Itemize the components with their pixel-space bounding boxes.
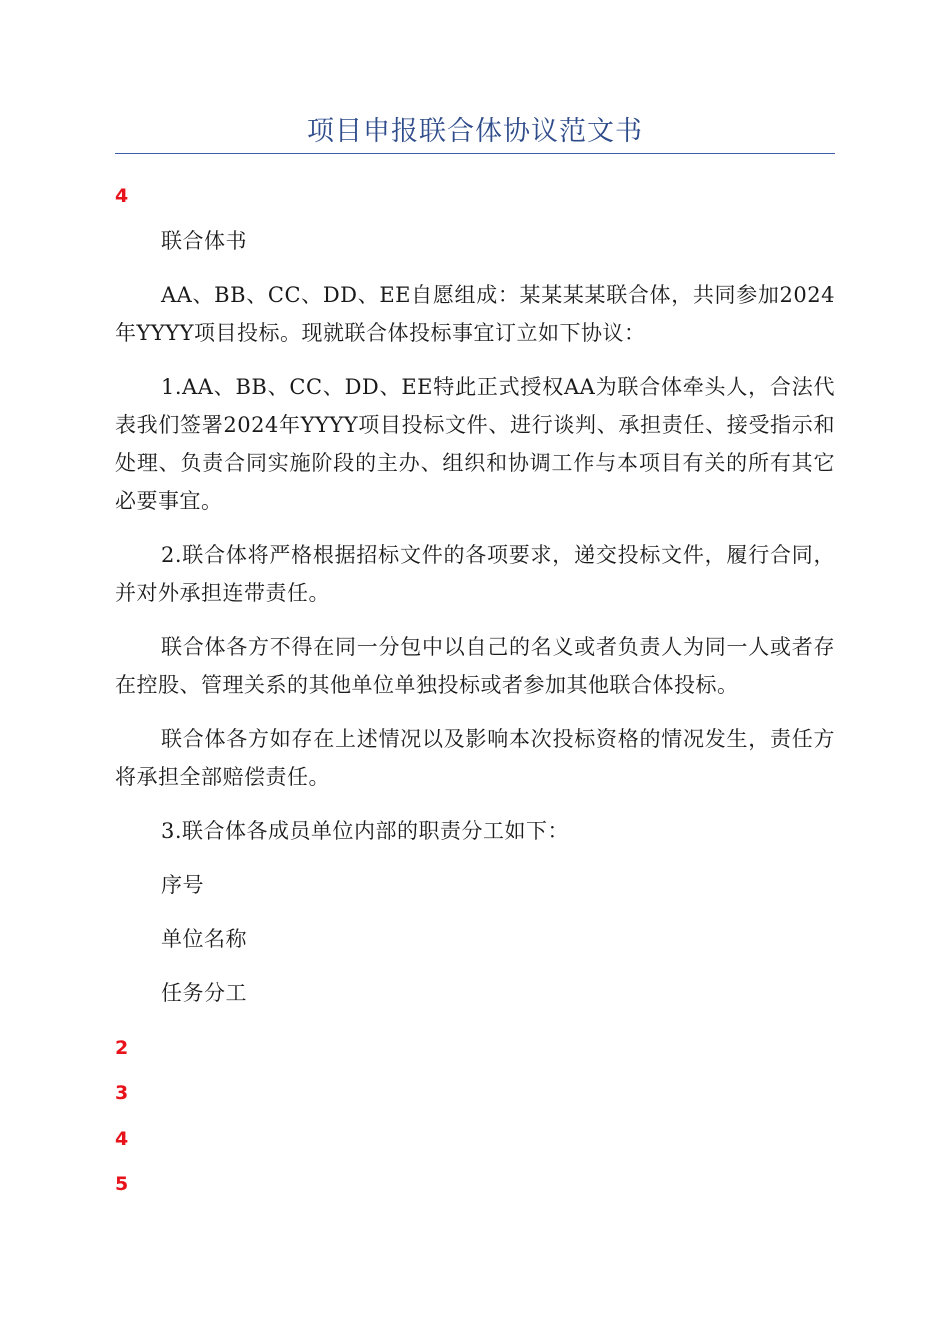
page-marker-top: 4 [115,185,129,207]
document-title: 项目申报联合体协议范文书 [307,116,643,147]
list-marker: 4 [115,1128,129,1150]
title-underline [115,153,835,154]
list-marker: 5 [115,1173,129,1195]
list-marker: 3 [115,1082,129,1104]
paragraph-intro: AA、BB、CC、DD、EE自愿组成：某某某某联合体，共同参加2024年YYYY项目投标。现就联合体投标事宜订立如下协议： [115,283,835,345]
table-header-unit: 单位名称 [161,927,247,951]
paragraph-clause-1: 1.AA、BB、CC、DD、EE特此正式授权AA为联合体牵头人，合法代表我们签署2024年YYYY项目投标文件、进行谈判、承担责任、接受指示和处理、负责合同实施阶段的主办、组织和协调工作与本项目有关的所有其它必要事宜。 [115,375,835,513]
list-marker: 2 [115,1037,129,1059]
paragraph-clause-3: 3.联合体各成员单位内部的职责分工如下： [161,819,570,843]
paragraph-liability: 联合体各方如存在上述情况以及影响本次投标资格的情况发生，责任方将承担全部赔偿责任。 [115,727,835,789]
paragraph-restriction: 联合体各方不得在同一分包中以自己的名义或者负责人为同一人或者存在控股、管理关系的其他单位单独投标或者参加其他联合体投标。 [115,635,835,697]
paragraph-heading: 联合体书 [161,229,247,253]
table-header-task: 任务分工 [161,981,247,1005]
document-body [115,222,835,1012]
paragraph-clause-2: 2.联合体将严格根据招标文件的各项要求，递交投标文件，履行合同，并对外承担连带责任。 [115,543,835,605]
table-header-index: 序号 [161,873,204,897]
